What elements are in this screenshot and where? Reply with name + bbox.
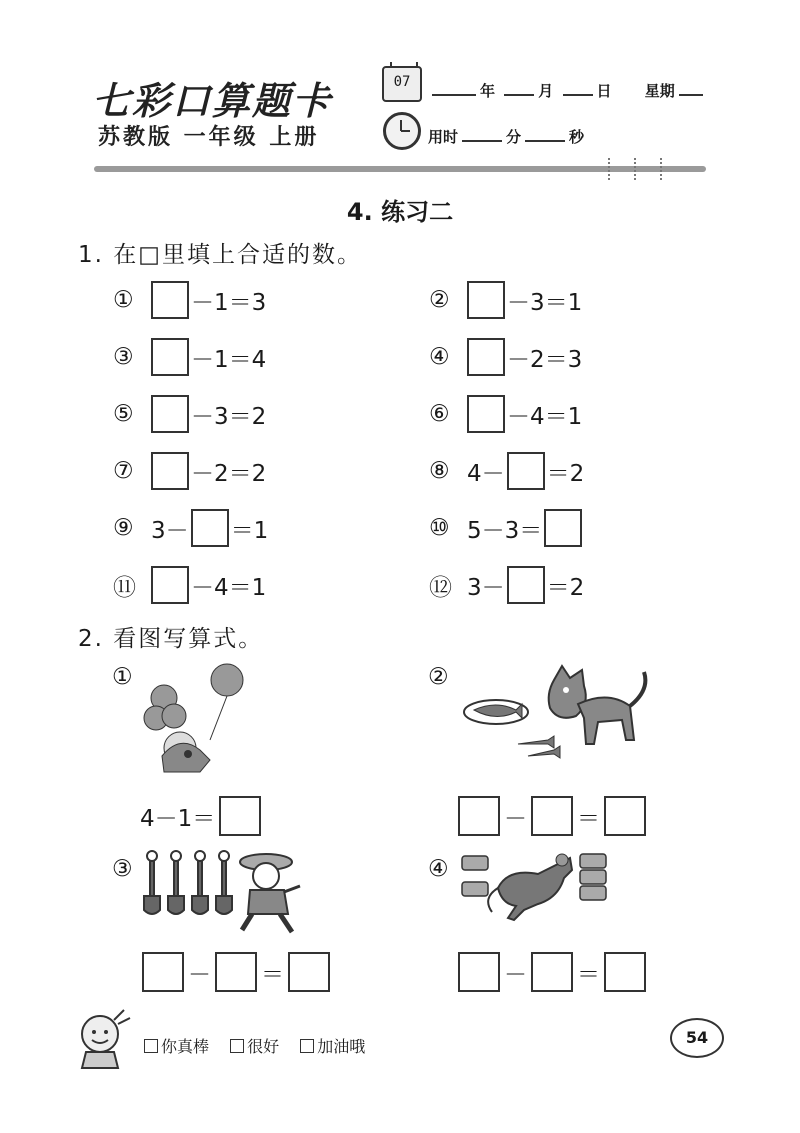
picture1-number: ① [112, 664, 133, 690]
balloons-picture [140, 660, 250, 780]
week-label: 星期 [644, 82, 675, 100]
minus-sign: － [504, 961, 527, 988]
answer-box[interactable] [151, 281, 189, 319]
equation-item [428, 565, 585, 605]
mouse-biscuits-picture [458, 848, 618, 924]
equation-item [428, 337, 583, 377]
answer-box[interactable] [215, 952, 257, 992]
lesson-title: 4. 练习二 [346, 198, 454, 226]
equation-item [112, 451, 267, 491]
equation-text: 3－ [151, 517, 189, 544]
equation-text: －1＝4 [191, 346, 267, 373]
calendar-day: 07 [393, 74, 411, 90]
answer-box[interactable] [288, 952, 330, 992]
answer-box[interactable] [142, 952, 184, 992]
picture2-number: ② [428, 664, 449, 690]
day-label: 日 [596, 82, 612, 100]
cat-fish-picture [458, 660, 658, 770]
item-number: ⑦ [113, 458, 134, 484]
item-number: ⑧ [429, 458, 450, 484]
divider-pin [608, 158, 616, 180]
day-blank[interactable] [563, 80, 593, 96]
mascot-icon [70, 1006, 136, 1072]
month-label: 月 [538, 82, 554, 100]
second-label: 秒 [569, 128, 585, 146]
equation-item [112, 394, 267, 434]
equation-text: －4＝1 [191, 574, 267, 601]
answer-box[interactable] [467, 338, 505, 376]
equals-sign: ＝ [577, 805, 600, 832]
equation-text: －2＝2 [191, 460, 267, 487]
section1-title: 1. 在□里填上合适的数。 [78, 242, 362, 268]
answer-box[interactable] [544, 509, 582, 547]
equation-item [112, 280, 267, 320]
month-blank[interactable] [504, 80, 534, 96]
answer-box[interactable] [151, 338, 189, 376]
equation-item [428, 394, 583, 434]
equation-text: ＝2 [546, 460, 585, 487]
minus-sign: － [188, 961, 211, 988]
item-number: ⑪ [113, 574, 136, 601]
time-line [428, 126, 584, 147]
minute-blank[interactable] [462, 126, 502, 142]
picture3-formula [138, 952, 334, 992]
rating-checkbox[interactable] [300, 1039, 314, 1053]
minus-sign: － [504, 805, 527, 832]
answer-box[interactable] [219, 796, 261, 836]
item-number: ⑨ [113, 515, 134, 541]
answer-box[interactable] [531, 796, 573, 836]
divider-pin [660, 158, 668, 180]
clock-icon [383, 112, 421, 150]
equation-text: －3＝1 [507, 289, 583, 316]
rating-checkbox[interactable] [230, 1039, 244, 1053]
item-number: ② [429, 287, 450, 313]
item-number: ⑥ [429, 401, 450, 427]
page-number: 54 [670, 1018, 724, 1058]
item-number: ④ [429, 344, 450, 370]
year-label: 年 [480, 82, 496, 100]
answer-box[interactable] [458, 952, 500, 992]
equals-sign: ＝ [577, 961, 600, 988]
answer-box[interactable] [507, 452, 545, 490]
calendar-icon [382, 66, 422, 102]
equation-item [112, 508, 269, 548]
rating-option-keep-going: 加油哦 [317, 1037, 366, 1056]
equation-text: －1＝3 [191, 289, 267, 316]
picture4-formula [454, 952, 650, 992]
item-number: ③ [113, 344, 134, 370]
answer-box[interactable] [604, 796, 646, 836]
picture4-number: ④ [428, 856, 449, 882]
brand-title: 七彩口算题卡 [92, 79, 333, 123]
answer-box[interactable] [191, 509, 229, 547]
year-blank[interactable] [432, 80, 476, 96]
equation-text: －2＝3 [507, 346, 583, 373]
item-number: ⑩ [429, 515, 450, 541]
picture2-formula [454, 796, 650, 836]
equation-text: 3－ [467, 574, 505, 601]
second-blank[interactable] [525, 126, 565, 142]
equation-item [428, 280, 583, 320]
equation-text: 4－ [467, 460, 505, 487]
equation-text: －4＝1 [507, 403, 583, 430]
date-line [428, 80, 707, 101]
equation-item [428, 508, 583, 548]
divider-pin [634, 158, 642, 180]
answer-box[interactable] [604, 952, 646, 992]
answer-box[interactable] [458, 796, 500, 836]
equals-sign: ＝ [261, 961, 284, 988]
equation-text: ＝1 [230, 517, 269, 544]
rating-checkbox[interactable] [144, 1039, 158, 1053]
formula-text: 4－1＝ [140, 805, 216, 832]
answer-box[interactable] [151, 566, 189, 604]
equation-text: －3＝2 [191, 403, 267, 430]
answer-box[interactable] [151, 452, 189, 490]
equation-item [112, 565, 267, 605]
rating-option-great: 你真棒 [161, 1037, 210, 1056]
answer-box[interactable] [151, 395, 189, 433]
answer-box[interactable] [467, 281, 505, 319]
item-number: ⑫ [429, 574, 452, 601]
section2-title: 2. 看图写算式。 [78, 626, 264, 652]
shovels-picture [140, 848, 310, 938]
equation-text: 5－3＝ [467, 517, 543, 544]
item-number: ⑤ [113, 401, 134, 427]
rating-option-good: 很好 [247, 1037, 280, 1056]
picture3-number: ③ [112, 856, 133, 882]
week-blank[interactable] [679, 80, 703, 96]
equation-item [428, 451, 585, 491]
answer-box[interactable] [507, 566, 545, 604]
answer-box[interactable] [531, 952, 573, 992]
time-label: 用时 [428, 128, 459, 146]
equation-text: ＝2 [546, 574, 585, 601]
item-number: ① [113, 287, 134, 313]
minute-label: 分 [506, 128, 522, 146]
edition-label: 苏教版 一年级 上册 [98, 125, 320, 150]
answer-box[interactable] [467, 395, 505, 433]
equation-item [112, 337, 267, 377]
rating-options [144, 1034, 365, 1057]
picture1-formula [140, 796, 265, 836]
